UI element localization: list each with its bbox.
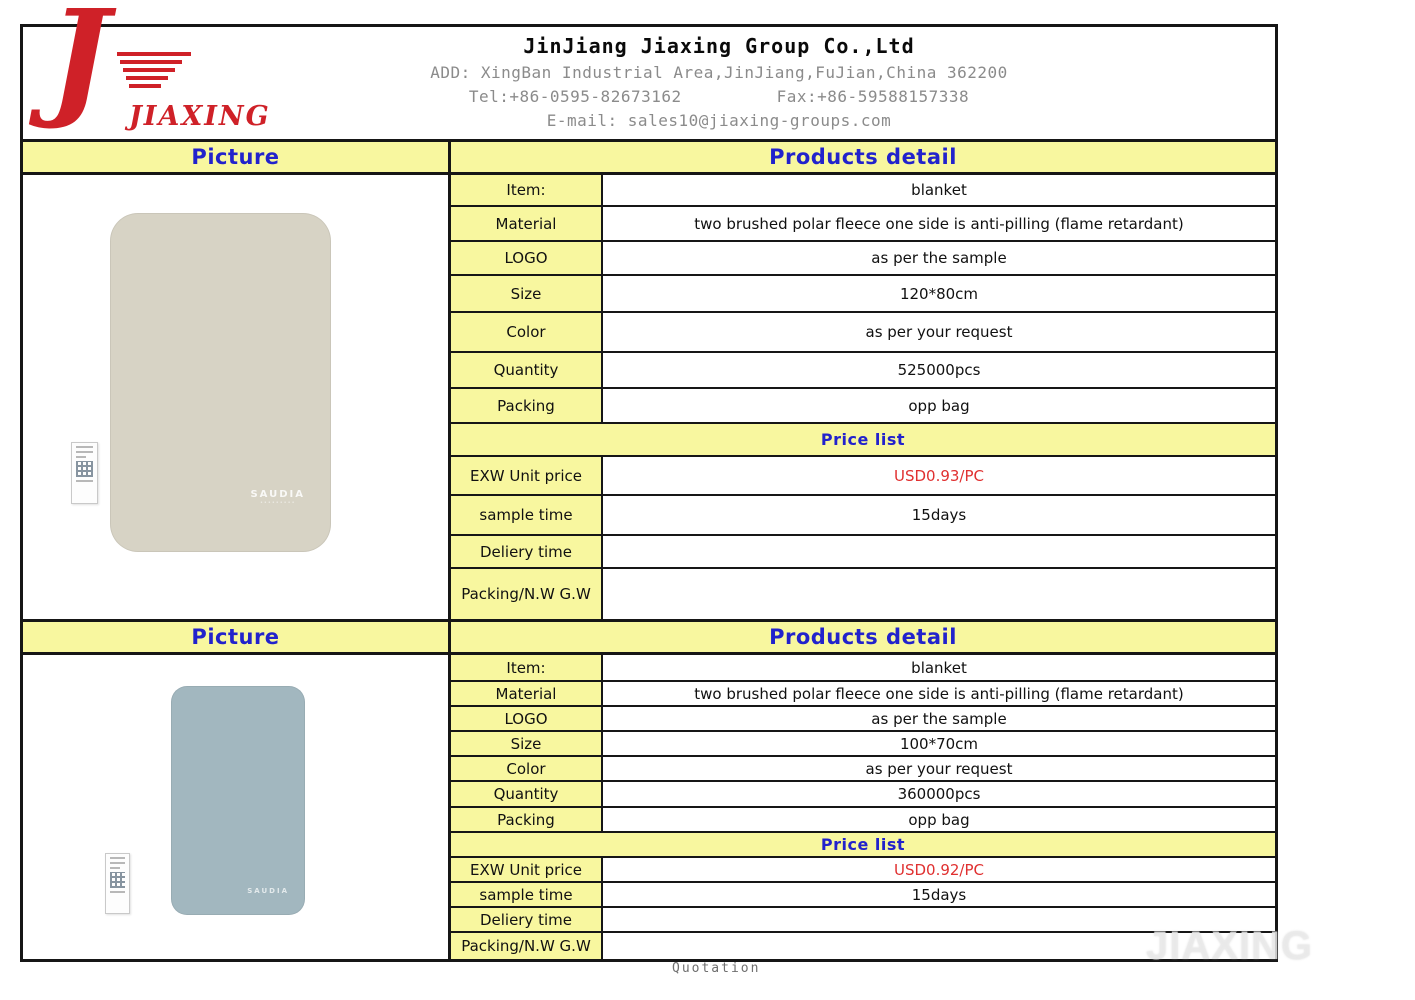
price-value — [603, 536, 1275, 567]
picture-column-header: Picture — [23, 622, 451, 652]
spec-value: blanket — [911, 181, 967, 199]
price-label: EXW Unit price — [451, 858, 603, 881]
spec-label: Material — [451, 207, 603, 240]
blanket-photo — [171, 686, 305, 915]
spec-row — [451, 207, 1275, 242]
product-section-1 — [23, 142, 1275, 622]
price-row — [451, 883, 1275, 908]
price-row — [451, 858, 1275, 883]
company-address: ADD: XingBan Industrial Area,JinJiang,FuJian,China 362200 — [430, 63, 1008, 82]
spec-value: as per your request — [865, 323, 1013, 341]
price-list-header: Price list — [451, 424, 1275, 457]
company-header — [23, 0, 1275, 142]
price-row — [451, 496, 1275, 536]
logo-stripes-icon — [117, 52, 191, 92]
watermark-text: JIAXING — [1146, 924, 1314, 968]
unit-price-value: USD0.92/PC — [893, 860, 985, 879]
price-row — [451, 569, 1275, 619]
spec-row — [451, 313, 1275, 353]
spec-row — [451, 353, 1275, 389]
spec-label: Size — [451, 276, 603, 311]
spec-row — [451, 389, 1275, 424]
product-picture-cell — [23, 655, 451, 959]
company-info — [253, 34, 1185, 130]
spec-value: opp bag — [908, 396, 970, 415]
spec-value: 360000pcs — [897, 785, 981, 803]
spec-label: Item: — [451, 175, 603, 205]
products-detail-header: Products detail — [769, 145, 957, 169]
quotation-caption: Quotation — [672, 961, 761, 976]
products-detail-header: Products detail — [769, 625, 957, 649]
company-logo — [31, 0, 271, 143]
spec-label: Material — [451, 682, 603, 705]
spec-row — [451, 782, 1275, 808]
company-tel: Tel:+86-0595-82673162 — [468, 87, 682, 106]
spec-label: LOGO — [451, 707, 603, 730]
spec-value: as per the sample — [871, 709, 1007, 728]
price-value — [603, 569, 1275, 619]
spec-row — [451, 242, 1275, 276]
spec-label: LOGO — [451, 242, 603, 274]
price-label: sample time — [451, 883, 603, 906]
spec-label: Size — [451, 732, 603, 755]
spec-value: 525000pcs — [897, 361, 981, 379]
spec-label: Quantity — [451, 782, 603, 806]
spec-value: as per the sample — [871, 249, 1007, 267]
spec-row — [451, 732, 1275, 757]
spec-label: Packing — [451, 808, 603, 831]
logo-brand-text: JIAXING — [129, 101, 271, 132]
price-row — [451, 457, 1275, 496]
spec-row — [451, 276, 1275, 313]
unit-price-value: USD0.93/PC — [893, 466, 985, 485]
spec-label: Color — [451, 757, 603, 780]
price-label: EXW Unit price — [451, 457, 603, 494]
price-label: sample time — [451, 496, 603, 534]
product-label-tag — [71, 442, 98, 504]
logo-j-mark: J — [49, 0, 110, 133]
spec-value: blanket — [911, 658, 967, 677]
spec-label: Color — [451, 313, 603, 351]
quotation-sheet — [20, 0, 1278, 962]
product-picture-cell — [23, 175, 451, 619]
spec-label: Packing — [451, 389, 603, 422]
company-email: E-mail: sales10@jiaxing-groups.com — [546, 111, 892, 130]
price-value: 15days — [911, 506, 967, 524]
spec-value: two brushed polar fleece one side is anti-pilling (flame retardant) — [694, 684, 1184, 703]
price-row — [451, 536, 1275, 569]
spec-row — [451, 707, 1275, 732]
price-label: Packing/N.W G.W — [451, 569, 603, 619]
price-label: Packing/N.W G.W — [451, 933, 603, 959]
spec-row — [451, 655, 1275, 682]
product-label-tag — [105, 853, 130, 914]
price-list-header: Price list — [451, 833, 1275, 858]
spec-row — [451, 757, 1275, 782]
spec-value: 100*70cm — [899, 734, 979, 753]
blanket-brand-mark: SAUDIA ••••••••• — [250, 489, 305, 506]
blanket-photo — [110, 213, 331, 552]
company-name: JinJiang Jiaxing Group Co.,Ltd — [523, 34, 915, 58]
spec-value: two brushed polar fleece one side is anti-pilling (flame retardant) — [694, 214, 1184, 233]
spec-label: Quantity — [451, 353, 603, 387]
spec-value: 120*80cm — [899, 284, 979, 303]
spec-label: Item: — [451, 655, 603, 680]
spec-value: as per your request — [865, 759, 1013, 778]
company-fax: Fax:+86-59588157338 — [776, 87, 970, 106]
spec-row — [451, 808, 1275, 833]
picture-column-header: Picture — [23, 142, 451, 172]
spec-value: opp bag — [908, 810, 970, 829]
price-label: Deliery time — [451, 536, 603, 567]
spec-row — [451, 175, 1275, 207]
blanket-brand-mark: SAUDIA — [247, 887, 289, 895]
product-section-2 — [23, 622, 1275, 959]
spec-row — [451, 682, 1275, 707]
price-value: 15days — [911, 885, 967, 904]
price-label: Deliery time — [451, 908, 603, 931]
